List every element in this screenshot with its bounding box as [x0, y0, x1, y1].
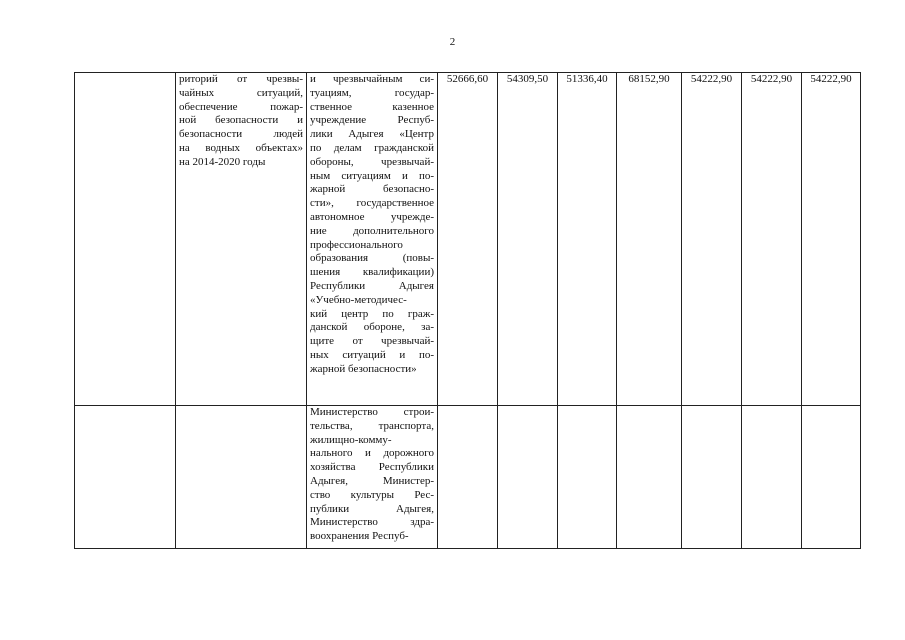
- program-table: [74, 72, 861, 549]
- text-line: тельства, транспорта,: [310, 419, 434, 432]
- value-cell: 54222,90: [742, 73, 802, 406]
- text-line: лики Адыгея «Центр: [310, 128, 434, 141]
- table-row: [75, 73, 861, 406]
- number-cell: [75, 406, 176, 549]
- value-cell: 52666,60: [438, 73, 498, 406]
- number-cell: [75, 73, 176, 406]
- value-cell: 51336,40: [558, 73, 617, 406]
- text-line: автономное учрежде-: [310, 210, 434, 223]
- value-cell: 68152,90: [617, 73, 682, 406]
- table-row: [75, 406, 861, 549]
- text-line: ство культуры Рес-: [310, 488, 434, 501]
- executor-cell: [307, 406, 438, 549]
- text-line: «Учебно-методичес-: [310, 293, 407, 306]
- value-cell: [742, 406, 802, 549]
- text-line: по делам гражданской: [310, 141, 434, 154]
- text-line: жилищно-комму-: [310, 433, 392, 446]
- text-line: кий центр по граж-: [310, 307, 434, 320]
- value-cell: 54222,90: [682, 73, 742, 406]
- value-cell: [617, 406, 682, 549]
- text-line: на водных объектах»: [179, 141, 303, 154]
- text-line: обороны, чрезвычай-: [310, 155, 434, 168]
- text-line: данской обороне, за-: [310, 321, 434, 334]
- text-line: Республики Адыгея: [310, 279, 434, 292]
- text-line: жарной безопасности»: [310, 362, 417, 375]
- text-line: публики Адыгея,: [310, 502, 434, 515]
- text-line: щите от чрезвычай-: [310, 335, 434, 348]
- page-number: 2: [449, 36, 456, 48]
- value-cell: 54222,90: [802, 73, 861, 406]
- text-line: профессионального: [310, 238, 403, 251]
- text-line: безопасности людей: [179, 128, 303, 141]
- text-line: ных ситуаций и по-: [310, 348, 434, 361]
- text-line: Министерство строи-: [310, 406, 434, 418]
- text-line: жарной безопасно-: [310, 183, 434, 196]
- text-line: ственное казенное: [310, 100, 434, 113]
- value-cell: [802, 406, 861, 549]
- text-line: на 2014-2020 годы: [179, 155, 266, 168]
- value-cell: 54309,50: [498, 73, 558, 406]
- text-line: хозяйства Республики: [310, 461, 434, 474]
- text-line: обеспечение пожар-: [179, 100, 303, 113]
- text-line: Адыгея, Министер-: [310, 474, 434, 487]
- text-line: ние дополнительного: [310, 224, 434, 237]
- text-line: образования (повы-: [310, 252, 434, 265]
- text-line: риторий от чрезвы-: [179, 73, 303, 85]
- value-cell: [682, 406, 742, 549]
- program-name-cell: [176, 73, 307, 406]
- value-cell: [558, 406, 617, 549]
- text-line: шения квалификации): [310, 266, 434, 279]
- text-line: туациям, государ-: [310, 86, 434, 99]
- value-cell: [498, 406, 558, 549]
- text-line: ной безопасности и: [179, 114, 303, 127]
- text-line: Министерство здра-: [310, 516, 434, 529]
- text-line: сти», государственное: [310, 197, 434, 210]
- text-line: нального и дорожного: [310, 447, 434, 460]
- text-line: воохранения Респуб-: [310, 530, 409, 543]
- text-line: ным ситуациям и по-: [310, 169, 434, 182]
- value-cell: [438, 406, 498, 549]
- text-line: учреждение Респуб-: [310, 114, 434, 127]
- executor-cell: [307, 73, 438, 406]
- text-line: чайных ситуаций,: [179, 86, 303, 99]
- text-line: и чрезвычайным си-: [310, 73, 434, 85]
- program-name-cell: [176, 406, 307, 549]
